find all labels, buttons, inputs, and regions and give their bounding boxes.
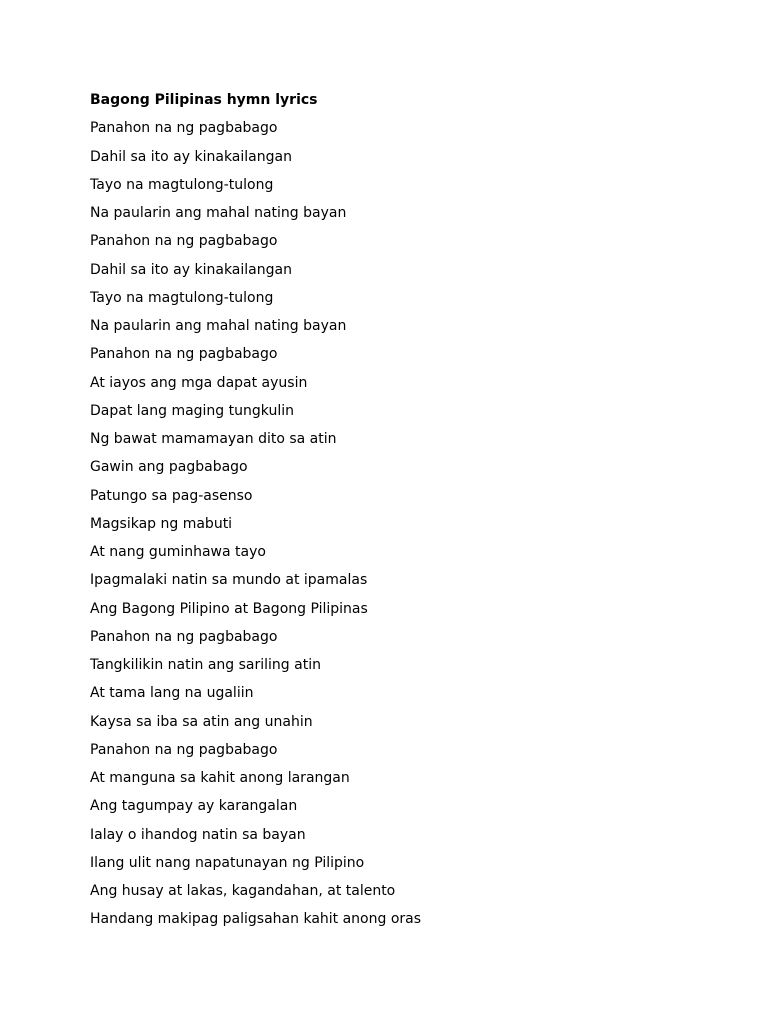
lyric-line: Ang tagumpay ay karangalan — [90, 798, 298, 815]
lyric-line: Ng bawat mamamayan dito sa atin — [90, 431, 337, 448]
lyric-line: Tayo na magtulong-tulong — [90, 176, 274, 193]
lyric-line: Magsikap ng mabuti — [90, 515, 233, 532]
lyric-line: Panahon na ng pagbabago — [90, 741, 278, 758]
lyric-line: Patungo sa pag-asenso — [90, 487, 253, 504]
lyric-line: Panahon na ng pagbabago — [90, 120, 278, 137]
document-title: Bagong Pilipinas hymn lyrics — [90, 92, 318, 108]
lyric-line: Kaysa sa iba sa atin ang unahin — [90, 713, 313, 730]
lyric-line: Ipagmalaki natin sa mundo at ipamalas — [90, 572, 368, 589]
lyric-line: Ilang ulit nang napatunayan ng Pilipino — [90, 854, 365, 871]
lyric-line: Na paularin ang mahal nating bayan — [90, 318, 347, 335]
lyric-line: Tangkilikin natin ang sariling atin — [90, 657, 321, 674]
lyric-line: Dahil sa ito ay kinakailangan — [90, 148, 292, 165]
lyric-line: Dahil sa ito ay kinakailangan — [90, 261, 292, 278]
lyric-line: Handang makipag paligsahan kahit anong oras — [90, 911, 422, 928]
lyric-line: Panahon na ng pagbabago — [90, 233, 278, 250]
lyric-line: Ang husay at lakas, kagandahan, at talento — [90, 883, 396, 900]
lyric-line: At iayos ang mga dapat ayusin — [90, 374, 308, 391]
lyrics-content — [90, 90, 730, 938]
lyric-line: Tayo na magtulong-tulong — [90, 289, 274, 306]
lyric-line: At manguna sa kahit anong larangan — [90, 770, 350, 787]
lyric-line: At nang guminhawa tayo — [90, 544, 266, 561]
lyric-line: Na paularin ang mahal nating bayan — [90, 205, 347, 222]
lyric-line: Ang Bagong Pilipino at Bagong Pilipinas — [90, 600, 368, 617]
lyrics-lines — [90, 118, 730, 929]
lyric-line: Gawin ang pagbabago — [90, 459, 248, 476]
lyric-line: At tama lang na ugaliin — [90, 685, 254, 702]
lyric-line: Panahon na ng pagbabago — [90, 346, 278, 363]
lyric-line: Dapat lang maging tungkulin — [90, 402, 294, 419]
lyric-line: Panahon na ng pagbabago — [90, 628, 278, 645]
lyric-line: Ialay o ihandog natin sa bayan — [90, 826, 306, 843]
